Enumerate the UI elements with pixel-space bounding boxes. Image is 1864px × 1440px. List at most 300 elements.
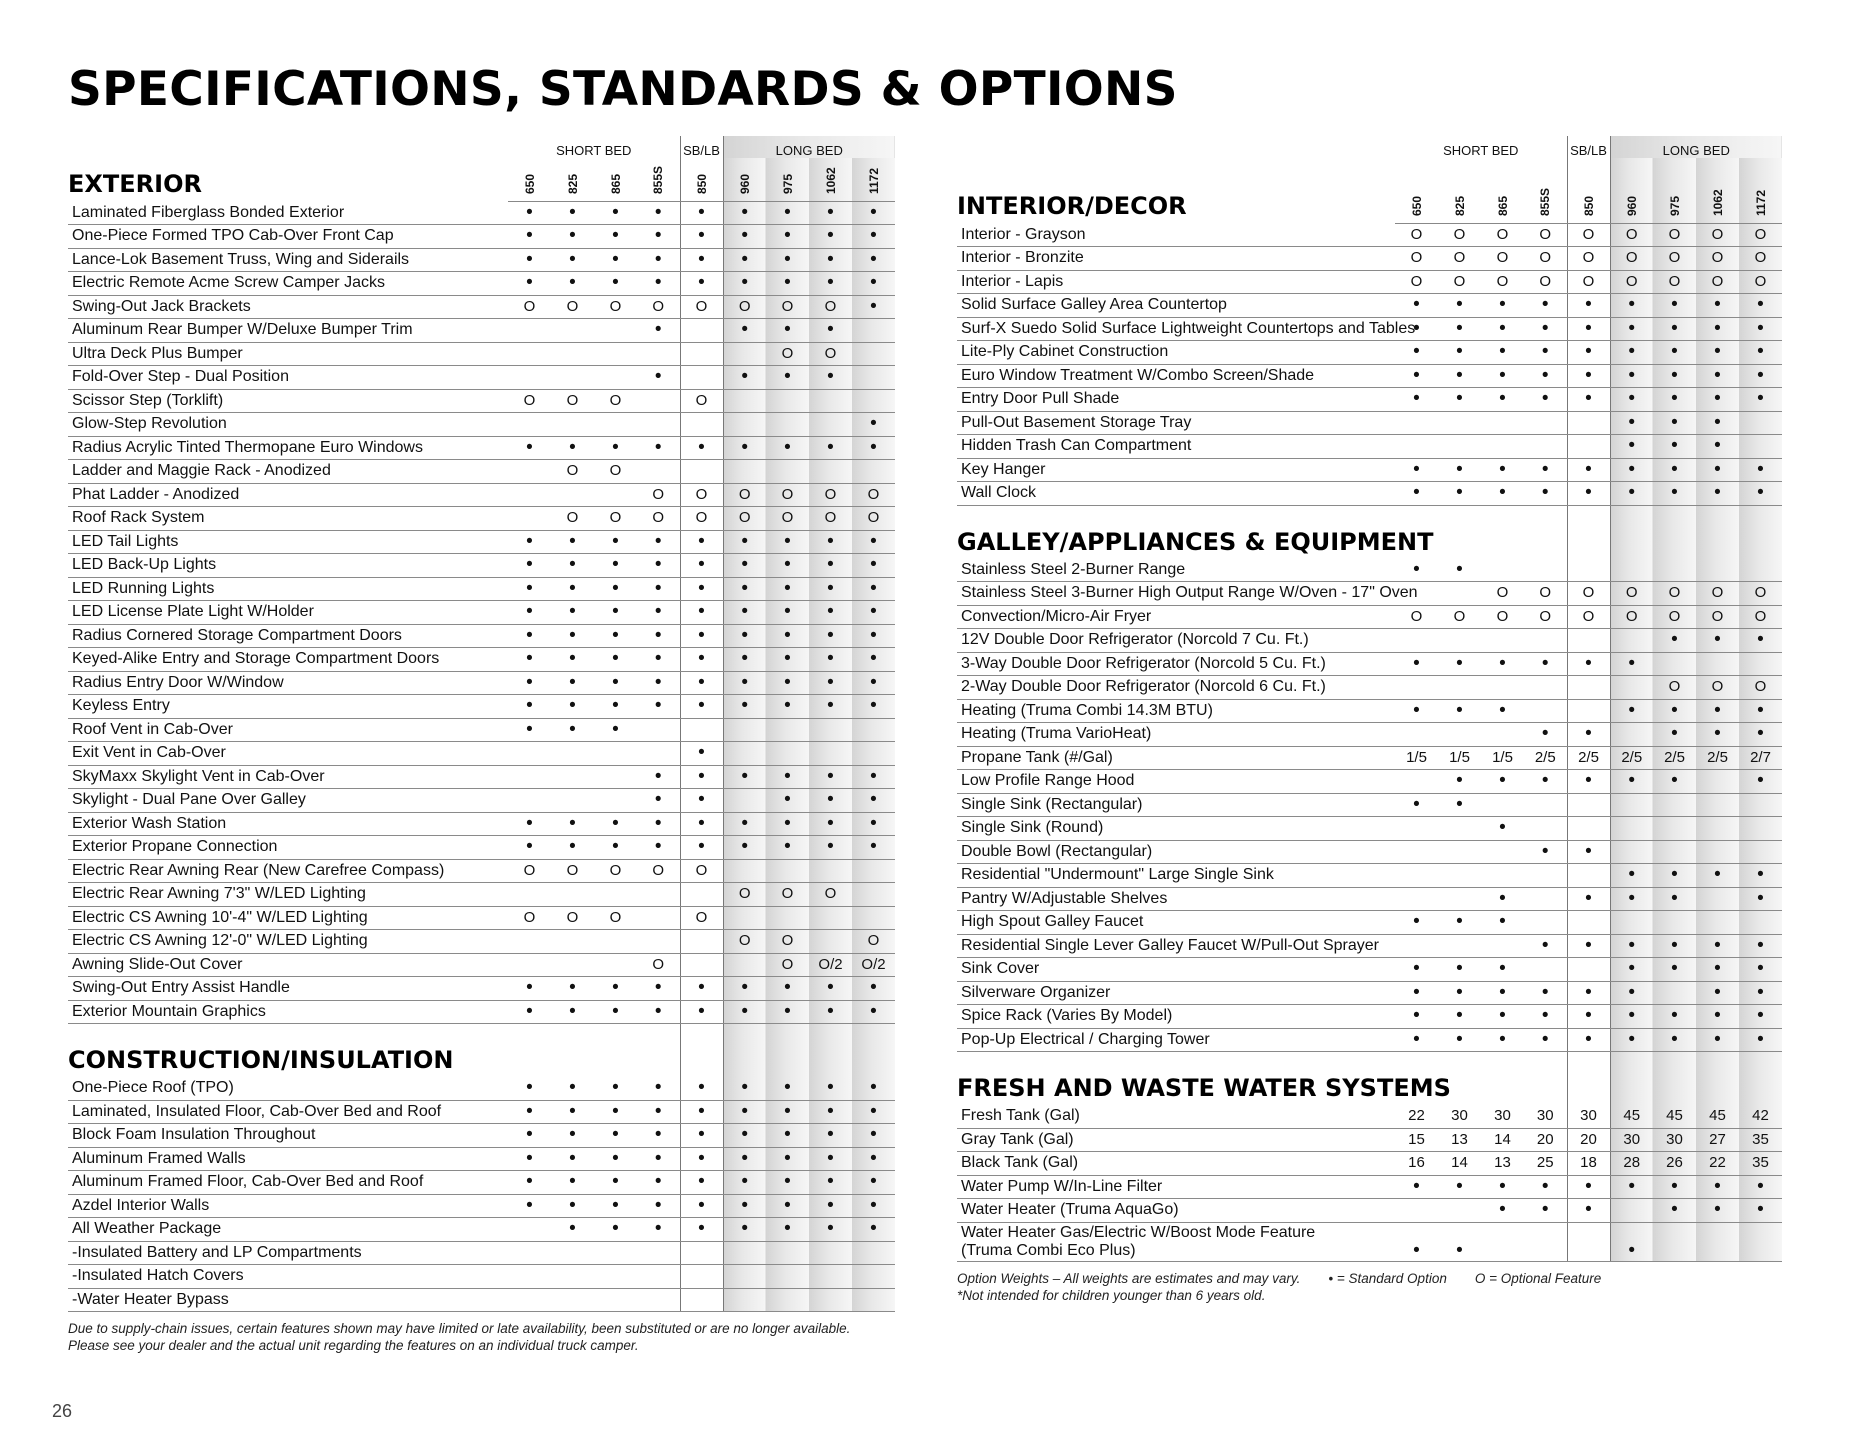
feature-value: • [723,225,766,249]
feature-value: O [594,859,637,883]
feature-value [551,1288,594,1312]
feature-value [766,906,809,930]
model-header [1524,158,1567,223]
option-weights-note: Option Weights – All weights are estimates and may vary. [957,1270,1301,1286]
feature-value [1653,817,1696,841]
feature-value: 30 [1567,1105,1610,1128]
feature-value: O [1524,223,1567,247]
feature-value [1438,676,1481,700]
feature-value: • [852,272,895,296]
feature-value [1438,723,1481,747]
feature-value: • [1395,482,1438,506]
feature-value: • [809,1194,852,1218]
feature-value: O [680,859,723,883]
spec-row [957,559,1782,582]
feature-value [1610,840,1653,864]
section-header-spacer [1524,505,1567,559]
feature-value: • [680,812,723,836]
feature-value: O [766,507,809,531]
feature-value [723,859,766,883]
feature-value [809,389,852,413]
feature-value [1567,864,1610,888]
feature-value: • [852,1171,895,1195]
feature-value: • [1395,294,1438,318]
feature-value: • [809,530,852,554]
feature-value [723,718,766,742]
feature-value: O [809,507,852,531]
feature-label: Hidden Trash Can Compartment [957,435,1395,459]
feature-value: • [1395,793,1438,817]
feature-value: • [1739,341,1782,365]
feature-value: • [766,624,809,648]
feature-label: Residential "Undermount" Large Single Sink [957,864,1395,888]
feature-value: • [852,624,895,648]
spec-row [68,295,895,319]
feature-value: • [680,765,723,789]
feature-value: • [1481,911,1524,935]
feature-value: • [1739,864,1782,888]
feature-value: • [508,695,551,719]
model-label: 960 [737,173,752,194]
feature-value: • [766,765,809,789]
feature-label: Propane Tank (#/Gal) [957,746,1395,770]
spec-row [957,364,1782,388]
feature-value: • [594,695,637,719]
feature-value: O [766,883,809,907]
spec-row [957,294,1782,318]
feature-value: • [1438,981,1481,1005]
feature-value [723,789,766,813]
feature-value: • [1610,981,1653,1005]
feature-value: • [551,225,594,249]
feature-value: • [637,201,680,225]
feature-value: • [766,812,809,836]
spec-row [68,272,895,296]
feature-value [809,859,852,883]
feature-value: O [1395,270,1438,294]
model-header [723,158,766,201]
spec-row [68,671,895,695]
section-header-spacer [1696,505,1739,559]
feature-value: • [637,225,680,249]
feature-value [1610,911,1653,935]
feature-value: O [1653,247,1696,271]
legend-optional: O = Optional Feature [1474,1270,1602,1286]
feature-value: O [1567,247,1610,271]
feature-value: • [852,1218,895,1242]
feature-value: • [680,1171,723,1195]
feature-value: • [852,648,895,672]
feature-label: -Water Heater Bypass [68,1288,508,1312]
spec-row [68,977,895,1001]
feature-value: • [723,436,766,460]
feature-value: • [680,624,723,648]
feature-value: • [508,718,551,742]
feature-value: • [1438,1175,1481,1199]
feature-value: O [1438,223,1481,247]
legend-standard: • = Standard Option [1328,1270,1447,1286]
feature-value: • [1395,911,1438,935]
feature-value [809,1288,852,1312]
feature-value: O [809,295,852,319]
feature-label: Aluminum Framed Floor, Cab-Over Bed and Roof [68,1171,508,1195]
model-header-row [68,158,895,201]
feature-value [1438,629,1481,653]
feature-value: • [1653,864,1696,888]
feature-value: • [723,530,766,554]
feature-value [1481,411,1524,435]
spec-row [957,435,1782,459]
feature-value [766,389,809,413]
spec-row [68,366,895,390]
feature-value: • [637,319,680,343]
feature-value [1481,676,1524,700]
feature-label: LED License Plate Light W/Holder [68,601,508,625]
feature-value: O [680,483,723,507]
spec-row [68,1288,895,1312]
feature-value [852,460,895,484]
feature-value [551,1265,594,1289]
feature-value: • [1739,1028,1782,1052]
feature-value: 13 [1438,1128,1481,1152]
feature-value: • [1739,482,1782,506]
feature-value: • [1696,341,1739,365]
feature-value: 27 [1696,1128,1739,1152]
feature-value [1395,840,1438,864]
feature-label: Interior - Lapis [957,270,1395,294]
feature-value: • [723,1124,766,1148]
feature-value: • [1653,770,1696,794]
feature-value: • [852,1077,895,1100]
feature-value: • [1739,388,1782,412]
feature-value [680,1288,723,1312]
feature-value [1438,1199,1481,1223]
feature-value [852,1265,895,1289]
feature-value [1610,817,1653,841]
section-title: FRESH AND WASTE WATER SYSTEMS [957,1074,1451,1102]
feature-value: • [1610,1005,1653,1029]
feature-value: • [508,577,551,601]
feature-value: O [680,507,723,531]
feature-value [1438,582,1481,606]
feature-value [551,883,594,907]
feature-value [1610,629,1653,653]
feature-value: • [766,366,809,390]
feature-label: High Spout Galley Faucet [957,911,1395,935]
spec-row [68,930,895,954]
feature-value: • [852,248,895,272]
feature-value: • [1653,317,1696,341]
spec-row [68,695,895,719]
spec-row [68,201,895,225]
feature-value: • [1567,1199,1610,1223]
feature-value: • [637,789,680,813]
feature-value [508,930,551,954]
feature-value: O [852,507,895,531]
feature-value: • [1610,364,1653,388]
feature-value: • [1567,1028,1610,1052]
feature-value [1395,435,1438,459]
feature-value: 2/5 [1653,746,1696,770]
spec-row [68,342,895,366]
feature-label: Spice Rack (Varies By Model) [957,1005,1395,1029]
feature-value: • [809,319,852,343]
feature-value: O [508,859,551,883]
feature-label: -Insulated Hatch Covers [68,1265,508,1289]
feature-value: • [680,1000,723,1024]
feature-value [1653,981,1696,1005]
feature-value [1524,958,1567,982]
feature-value [508,319,551,343]
spec-row [957,1005,1782,1029]
feature-value: • [1438,364,1481,388]
feature-label: Radius Acrylic Tinted Thermopane Euro Windows [68,436,508,460]
feature-value [1524,435,1567,459]
feature-value [637,742,680,766]
header-spacer [957,136,1395,158]
feature-value: • [680,1147,723,1171]
feature-label: Swing-Out Jack Brackets [68,295,508,319]
feature-value: 28 [1610,1152,1653,1176]
feature-value: • [1739,770,1782,794]
feature-value: O [594,507,637,531]
feature-value [1481,723,1524,747]
feature-value: • [508,812,551,836]
feature-label: Euro Window Treatment W/Combo Screen/Shade [957,364,1395,388]
feature-value [1739,840,1782,864]
feature-label: Electric Rear Awning 7'3" W/LED Lighting [68,883,508,907]
feature-value [1610,793,1653,817]
spec-row [68,648,895,672]
feature-value [1696,1222,1739,1261]
feature-label: Electric Remote Acme Screw Camper Jacks [68,272,508,296]
feature-label: Heating (Truma Combi 14.3M BTU) [957,699,1395,723]
feature-value: • [1395,1005,1438,1029]
spec-row [957,864,1782,888]
feature-value: • [766,977,809,1001]
feature-value: • [637,1194,680,1218]
feature-value: • [594,1124,637,1148]
feature-value: O [1524,582,1567,606]
feature-value: 30 [1438,1105,1481,1128]
feature-label: Scissor Step (Torklift) [68,389,508,413]
feature-value: • [852,789,895,813]
feature-value [852,883,895,907]
feature-value: O [1696,676,1739,700]
feature-value [1481,435,1524,459]
feature-value [852,389,895,413]
feature-value [1567,411,1610,435]
feature-label: Water Pump W/In-Line Filter [957,1175,1395,1199]
feature-value: • [680,577,723,601]
feature-value: • [852,225,895,249]
feature-value [723,389,766,413]
feature-value [1524,817,1567,841]
feature-value: • [1696,629,1739,653]
feature-value: • [1653,388,1696,412]
legend-footnote [957,1270,1782,1304]
feature-value: • [723,366,766,390]
spec-row [68,789,895,813]
feature-value: • [852,812,895,836]
spec-row [68,1147,895,1171]
feature-value: O [1610,247,1653,271]
feature-value: • [1481,1199,1524,1223]
feature-value [766,1288,809,1312]
feature-value: • [723,812,766,836]
feature-value: • [1524,723,1567,747]
feature-value [1481,793,1524,817]
feature-value [766,718,809,742]
spec-row [957,1222,1782,1261]
feature-value: • [852,1000,895,1024]
feature-value: 16 [1395,1152,1438,1176]
feature-value: • [1438,458,1481,482]
page-number: 26 [52,1401,73,1421]
feature-value: 30 [1610,1128,1653,1152]
feature-value: • [723,601,766,625]
feature-label: One-Piece Roof (TPO) [68,1077,508,1100]
feature-value [594,413,637,437]
feature-value: 30 [1524,1105,1567,1128]
model-label: 865 [1495,195,1510,216]
feature-value: • [1653,294,1696,318]
feature-value [1739,1222,1782,1261]
feature-label: Key Hanger [957,458,1395,482]
feature-value: O [1739,676,1782,700]
feature-value: • [594,1100,637,1124]
feature-label: Exterior Propane Connection [68,836,508,860]
feature-value: • [680,977,723,1001]
feature-label: Keyless Entry [68,695,508,719]
feature-label: Keyed-Alike Entry and Storage Compartment Doors [68,648,508,672]
feature-value: • [766,671,809,695]
feature-value: O [1610,605,1653,629]
feature-value: O [809,483,852,507]
feature-value: • [723,695,766,719]
feature-label: -Insulated Battery and LP Compartments [68,1241,508,1265]
feature-value [680,319,723,343]
feature-value [1653,793,1696,817]
feature-value: • [637,648,680,672]
model-header [852,158,895,201]
feature-value: • [637,671,680,695]
feature-value: • [551,554,594,578]
feature-value: O [1653,676,1696,700]
right-spec-table [957,136,1782,1262]
feature-value: • [551,1100,594,1124]
feature-value: • [1481,341,1524,365]
feature-value [1610,559,1653,582]
feature-value: • [1395,1175,1438,1199]
feature-value [723,1241,766,1265]
section-header-spacer [1610,505,1653,559]
feature-value [852,906,895,930]
feature-value [680,1241,723,1265]
spec-row [957,981,1782,1005]
spec-row [957,723,1782,747]
feature-value: • [1739,1005,1782,1029]
model-header [809,158,852,201]
feature-value: • [1610,934,1653,958]
spec-row [68,389,895,413]
feature-value: 35 [1739,1128,1782,1152]
feature-value: • [766,248,809,272]
feature-value [723,1288,766,1312]
feature-value [1696,911,1739,935]
feature-value: • [809,272,852,296]
feature-value: • [809,1000,852,1024]
feature-value: • [637,1077,680,1100]
feature-value [809,1265,852,1289]
feature-value: O [1481,270,1524,294]
feature-value [1438,840,1481,864]
feature-value: • [1524,482,1567,506]
feature-value [551,930,594,954]
feature-value: • [852,295,895,319]
spec-row [68,413,895,437]
feature-value: • [594,248,637,272]
feature-value [1395,817,1438,841]
feature-value: O [594,906,637,930]
spec-row [957,388,1782,412]
feature-value [1395,864,1438,888]
model-label: 975 [780,173,795,194]
feature-value [1438,887,1481,911]
feature-value [508,507,551,531]
feature-value: • [594,1171,637,1195]
feature-value: 14 [1481,1128,1524,1152]
feature-value: O [1395,605,1438,629]
feature-value: • [766,789,809,813]
feature-value: • [1696,411,1739,435]
feature-value: O [723,483,766,507]
feature-value: • [1524,341,1567,365]
feature-value: • [1438,317,1481,341]
feature-value: • [1567,482,1610,506]
feature-value: • [1696,458,1739,482]
feature-value [1395,676,1438,700]
feature-value: O [723,295,766,319]
feature-value: • [551,1218,594,1242]
section-header-spacer [1610,1052,1653,1106]
section-header-row [68,1024,895,1078]
spec-row [68,436,895,460]
feature-value [1395,770,1438,794]
feature-value: O [1610,223,1653,247]
feature-value: • [1481,482,1524,506]
column-group-header [68,136,895,158]
feature-value: • [1567,840,1610,864]
feature-value: • [594,1077,637,1100]
feature-value [594,1265,637,1289]
feature-value: • [1653,699,1696,723]
feature-value: • [637,530,680,554]
section-title: EXTERIOR [68,170,202,198]
feature-value [1524,864,1567,888]
spec-row [957,411,1782,435]
feature-value: • [809,577,852,601]
feature-value: • [766,1218,809,1242]
feature-value: • [508,1171,551,1195]
feature-value: • [1739,958,1782,982]
feature-value: • [852,1194,895,1218]
feature-value: • [1739,1175,1782,1199]
feature-value: • [852,1124,895,1148]
feature-value: 22 [1395,1105,1438,1128]
feature-label: Interior - Bronzite [957,247,1395,271]
feature-value: • [637,1218,680,1242]
